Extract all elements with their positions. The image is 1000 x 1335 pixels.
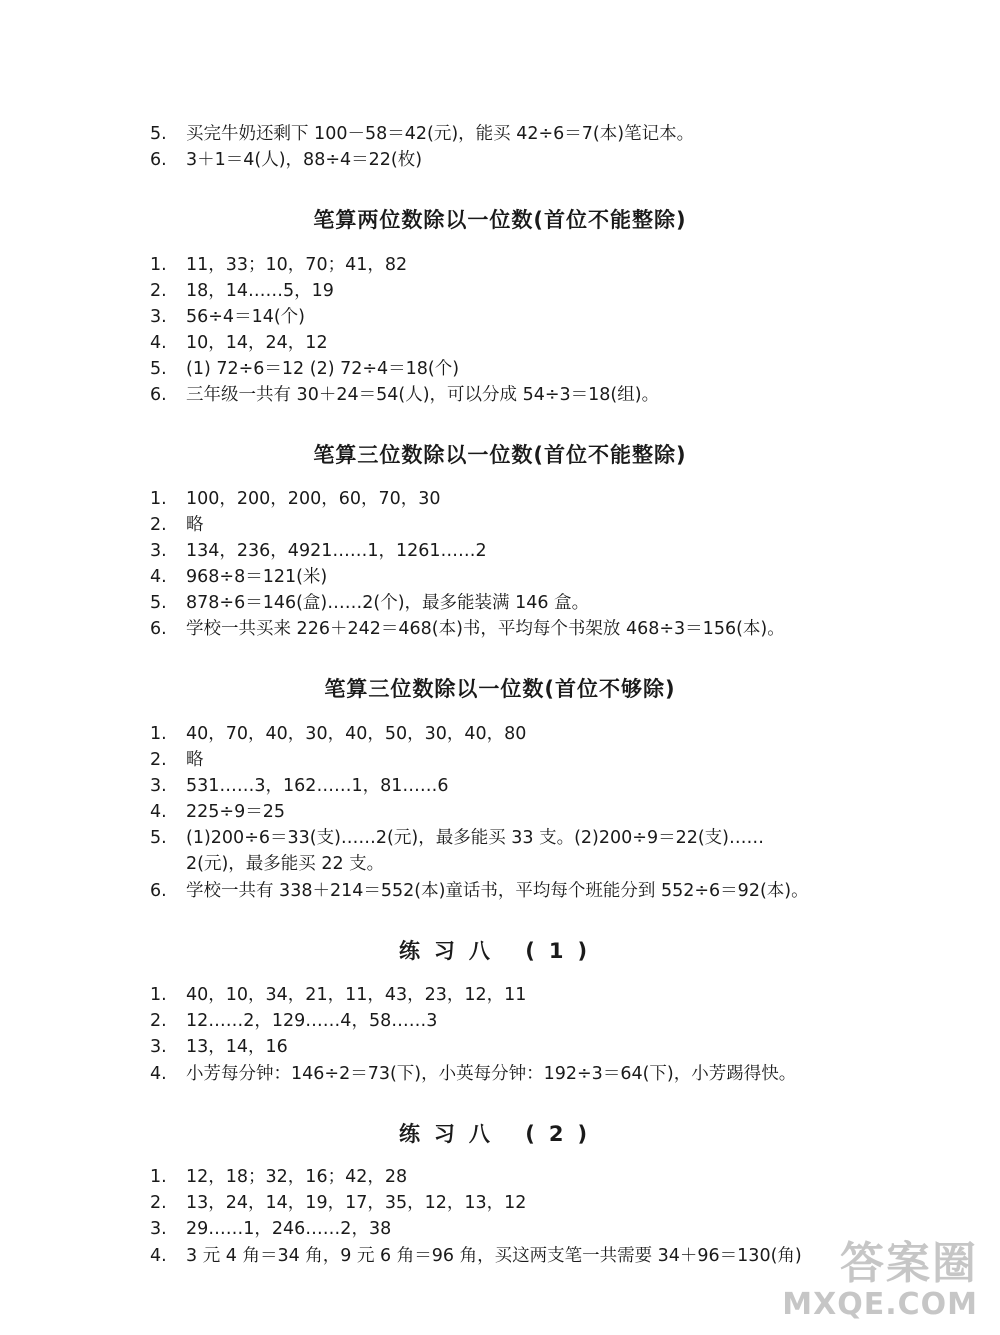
list-item	[150, 591, 589, 615]
item-number: 2.	[150, 1011, 167, 1031]
item-text: 100，200，200，60，70，30	[186, 489, 441, 509]
list-item	[150, 879, 809, 903]
list-item	[150, 253, 407, 277]
list-item	[150, 122, 694, 146]
item-number: 1.	[150, 255, 167, 275]
watermark	[782, 1240, 978, 1322]
item-number: 1.	[150, 985, 167, 1005]
item-number: 6.	[150, 150, 167, 170]
list-item	[150, 748, 204, 772]
item-number: 5.	[150, 124, 167, 144]
list-item	[150, 722, 526, 746]
watermark-url: MXQE.COM	[782, 1287, 978, 1322]
watermark-logo: 答案圈	[840, 1238, 978, 1289]
item-text: 买完牛奶还剩下 100－58＝42(元)，能买 42÷6＝7(本)笔记本。	[186, 124, 695, 144]
item-text: 531……3，162……1，81……6	[186, 776, 449, 796]
list-item	[150, 1244, 802, 1268]
item-number: 5.	[150, 593, 167, 613]
item-number: 4.	[150, 1064, 167, 1084]
item-text: 12，18；32，16；42，28	[186, 1167, 408, 1187]
item-text: 968÷8＝121(米)	[186, 567, 328, 587]
list-item	[150, 800, 285, 824]
section-title: 笔算两位数除以一位数(首位不能整除)	[313, 208, 687, 232]
list-item	[150, 539, 487, 563]
list-item	[150, 1062, 796, 1086]
item-text: 学校一共买来 226＋242＝468(本)书，平均每个书架放 468÷3＝156(本)。	[186, 619, 785, 639]
list-item	[150, 983, 526, 1007]
item-number: 4.	[150, 802, 167, 822]
list-item	[150, 1035, 288, 1059]
item-number: 3.	[150, 1219, 167, 1239]
list-item	[150, 383, 659, 407]
item-number: 3.	[150, 307, 167, 327]
list-item	[150, 279, 334, 303]
item-text: 225÷9＝25	[186, 802, 285, 822]
item-number: 5.	[150, 359, 167, 379]
list-item	[150, 357, 459, 381]
item-number: 1.	[150, 724, 167, 744]
item-number: 6.	[150, 619, 167, 639]
item-number: 4.	[150, 1246, 167, 1266]
item-text: 13，14，16	[186, 1037, 288, 1057]
list-item	[150, 1217, 391, 1241]
section-title: 笔算三位数除以一位数(首位不能整除)	[313, 443, 687, 467]
list-item	[150, 487, 441, 511]
item-text: (1)200÷6＝33(支)……2(元)，最多能买 33 支。(2)200÷9＝22(支)……	[186, 828, 765, 848]
item-text: 18，14……5，19	[186, 281, 334, 301]
item-text: 40，10，34，21，11，43，23，12，11	[186, 985, 527, 1005]
item-number: 4.	[150, 567, 167, 587]
list-item	[150, 305, 305, 329]
item-text: 56÷4＝14(个)	[186, 307, 305, 327]
item-text: 40，70，40，30，40，50，30，40，80	[186, 724, 527, 744]
list-item	[150, 148, 422, 172]
section-title: 练习八 (1)	[398, 939, 602, 963]
item-number: 3.	[150, 776, 167, 796]
item-text: 10，14，24，12	[186, 333, 328, 353]
list-item	[150, 1191, 526, 1215]
item-text: 3 元 4 角＝34 角，9 元 6 角＝96 角，买这两支笔一共需要 34＋96＝130(角)	[186, 1246, 802, 1266]
list-item	[150, 331, 328, 355]
item-text: 11，33；10，70；41，82	[186, 255, 408, 275]
list-item	[150, 1165, 407, 1189]
item-text: 小芳每分钟：146÷2＝73(下)，小英每分钟：192÷3＝64(下)，小芳踢得快。	[186, 1064, 797, 1084]
item-number: 6.	[150, 881, 167, 901]
item-text: 13，24，14，19，17，35，12，13，12	[186, 1193, 527, 1213]
section-title: 练习八 (2)	[398, 1122, 602, 1146]
item-text: 3＋1＝4(人)，88÷4＝22(枚)	[186, 150, 423, 170]
item-text-continued: 2(元)，最多能买 22 支。	[186, 854, 385, 874]
item-text: 29……1，246……2，38	[186, 1219, 392, 1239]
item-number: 4.	[150, 333, 167, 353]
list-item	[150, 513, 204, 537]
item-number: 1.	[150, 489, 167, 509]
item-number: 2.	[150, 750, 167, 770]
section-title: 笔算三位数除以一位数(首位不够除)	[324, 677, 676, 701]
item-number: 2.	[150, 515, 167, 535]
item-text: 134，236，4921……1，1261……2	[186, 541, 487, 561]
item-text: 略	[186, 750, 204, 770]
list-item	[150, 1009, 437, 1033]
item-number: 1.	[150, 1167, 167, 1187]
item-text: (1) 72÷6＝12 (2) 72÷4＝18(个)	[186, 359, 460, 379]
item-number: 5.	[150, 828, 167, 848]
item-number: 3.	[150, 541, 167, 561]
list-item	[150, 826, 764, 850]
list-item	[150, 617, 785, 641]
item-text: 12……2，129……4，58……3	[186, 1011, 438, 1031]
item-text: 学校一共有 338＋214＝552(本)童话书，平均每个班能分到 552÷6＝92(本)。	[186, 881, 809, 901]
list-item	[150, 565, 327, 589]
list-item	[150, 774, 448, 798]
item-number: 2.	[150, 1193, 167, 1213]
item-number: 2.	[150, 281, 167, 301]
item-number: 6.	[150, 385, 167, 405]
item-text: 878÷6＝146(盒)……2(个)，最多能装满 146 盒。	[186, 593, 590, 613]
item-text: 三年级一共有 30＋24＝54(人)，可以分成 54÷3＝18(组)。	[186, 385, 660, 405]
item-number: 3.	[150, 1037, 167, 1057]
item-text: 略	[186, 515, 204, 535]
